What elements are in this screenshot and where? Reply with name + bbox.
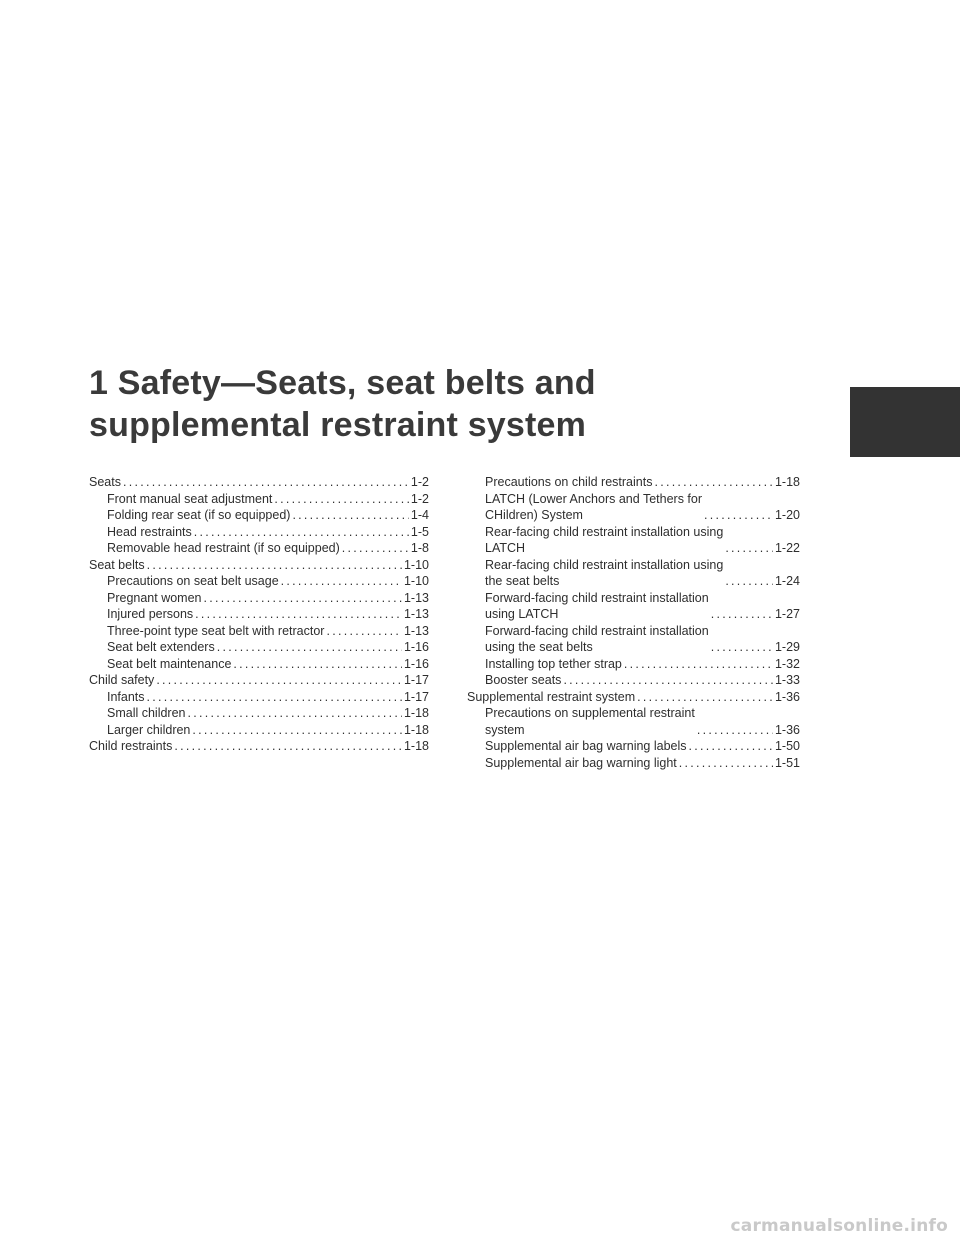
toc-entry-label: Supplemental restraint system (467, 689, 636, 704)
toc-entry-label: Seats (89, 475, 121, 489)
toc-entry-page: 1-27 (774, 607, 800, 621)
toc-entry-page: 1-16 (403, 656, 429, 671)
toc-entry-page: 1-13 (403, 590, 429, 605)
toc-leader-dots (679, 755, 773, 772)
toc-entry-label: Head restraints (107, 524, 192, 539)
chapter-title-line-2: supplemental restraint system (89, 406, 587, 444)
toc-entry-label: Seat belts (89, 557, 145, 572)
toc-subsection-entry[interactable] (89, 623, 429, 640)
toc-entry-page: 1-24 (774, 574, 800, 588)
toc-subsection-entry[interactable] (89, 606, 429, 623)
toc-leader-dots (326, 623, 402, 640)
toc-subsection-entry[interactable] (89, 590, 429, 607)
toc-entry-page: 1-20 (774, 508, 800, 522)
toc-leader-dots (624, 656, 773, 673)
toc-leader-dots (274, 491, 409, 508)
toc-leader-dots (342, 540, 409, 557)
toc-entry-label: Rear-facing child restraint installation using LATCH (485, 524, 724, 555)
toc-leader-dots (711, 606, 773, 623)
toc-subsection-entry[interactable] (89, 540, 429, 557)
toc-leader-dots (704, 507, 773, 524)
toc-entry-page: 1-18 (403, 706, 429, 720)
toc-entry-page: 1-50 (774, 739, 800, 753)
toc-leader-dots (654, 474, 773, 491)
toc-entry-label: Forward-facing child restraint installation using LATCH (485, 590, 709, 621)
toc-entry-page: 1-2 (410, 491, 429, 506)
toc-entry-page: 1-22 (774, 541, 800, 555)
toc-entry-page: 1-33 (774, 673, 800, 687)
toc-entry-label: Supplemental air bag warning light (485, 755, 677, 770)
toc-entry-page: 1-13 (403, 607, 429, 621)
chapter-title (89, 362, 596, 446)
toc-entry-label: LATCH (Lower Anchors and Tethers for CHildren) System (485, 491, 702, 522)
toc-leader-dots (174, 738, 402, 755)
toc-section-entry[interactable] (89, 738, 429, 755)
toc-leader-dots (689, 738, 773, 755)
toc-entry-label: Child safety (89, 673, 155, 687)
toc-subsection-entry[interactable] (467, 491, 800, 524)
toc-entry-page: 1-18 (403, 739, 429, 753)
toc-entry-label: Pregnant women (107, 590, 202, 605)
toc-entry-label: Injured persons (107, 607, 194, 621)
toc-entry-page: 1-18 (403, 722, 429, 737)
toc-subsection-entry[interactable] (467, 738, 800, 755)
toc-entry-label: Precautions on supplemental restraint system (485, 706, 695, 737)
toc-leader-dots (281, 573, 402, 590)
toc-entry-page: 1-18 (774, 475, 800, 489)
toc-entry-page: 1-51 (774, 755, 800, 770)
toc-subsection-entry[interactable] (89, 689, 429, 706)
watermark: carmanualsonline.info (730, 1216, 948, 1236)
toc-entry-page: 1-17 (403, 689, 429, 704)
toc-entry-page: 1-5 (410, 524, 429, 539)
toc-entry-label: Seat belt maintenance (107, 656, 232, 671)
toc-entry-label: Supplemental air bag warning labels (485, 739, 687, 753)
toc-leader-dots (156, 672, 402, 689)
toc-leader-dots (233, 656, 402, 673)
toc-entry-label: Infants (107, 689, 145, 704)
toc-entry-page: 1-4 (410, 508, 429, 522)
toc-subsection-entry[interactable] (467, 623, 800, 656)
toc-subsection-entry[interactable] (467, 672, 800, 689)
toc-subsection-entry[interactable] (467, 755, 800, 772)
toc-leader-dots (204, 590, 402, 607)
chapter-title-line-1: 1 Safety—Seats, seat belts and (89, 364, 596, 402)
toc-subsection-entry[interactable] (467, 557, 800, 590)
toc-leader-dots (292, 507, 408, 524)
toc-subsection-entry[interactable] (467, 590, 800, 623)
toc-subsection-entry[interactable] (89, 507, 429, 524)
toc-entry-page: 1-2 (410, 475, 429, 489)
toc-entry-page: 1-32 (774, 656, 800, 671)
toc-entry-label: Seat belt extenders (107, 640, 215, 654)
toc-entry-page: 1-29 (774, 640, 800, 654)
toc-subsection-entry[interactable] (89, 705, 429, 722)
toc-entry-label: Larger children (107, 722, 191, 737)
toc-entry-label: Front manual seat adjustment (107, 491, 273, 506)
toc-entry-label: Removable head restraint (if so equipped) (107, 541, 340, 555)
toc-subsection-entry[interactable] (89, 491, 429, 508)
toc-entry-label: Three-point type seat belt with retractor (107, 623, 325, 638)
toc-subsection-entry[interactable] (89, 524, 429, 541)
toc-leader-dots (195, 606, 402, 623)
toc-leader-dots (725, 573, 773, 590)
toc-entry-label: Precautions on seat belt usage (107, 574, 279, 588)
toc-section-entry[interactable] (89, 474, 429, 491)
toc-section-entry[interactable] (89, 557, 429, 574)
toc-subsection-entry[interactable] (89, 656, 429, 673)
toc-subsection-entry[interactable] (467, 524, 800, 557)
toc-leader-dots (192, 722, 402, 739)
toc-entry-page: 1-8 (410, 541, 429, 555)
chapter-tab-marker (850, 387, 960, 457)
toc-leader-dots (217, 639, 402, 656)
toc-entry-label: Folding rear seat (if so equipped) (107, 508, 291, 522)
toc-section-entry[interactable] (467, 689, 800, 706)
toc-left-column (89, 474, 429, 755)
toc-entry-page: 1-17 (403, 673, 429, 687)
toc-leader-dots (711, 639, 773, 656)
toc-subsection-entry[interactable] (467, 705, 800, 738)
toc-entry-label: Rear-facing child restraint installation using the seat belts (485, 557, 724, 588)
toc-entry-label: Child restraints (89, 739, 173, 753)
toc-leader-dots (697, 722, 773, 739)
toc-entry-label: Installing top tether strap (485, 656, 622, 671)
toc-entry-label: Forward-facing child restraint installation using the seat belts (485, 623, 709, 654)
toc-leader-dots (725, 540, 773, 557)
toc-entry-page: 1-10 (403, 574, 429, 588)
toc-leader-dots (637, 689, 773, 706)
toc-entry-label: Booster seats (485, 673, 562, 687)
toc-leader-dots (188, 705, 402, 722)
toc-leader-dots (123, 474, 409, 491)
toc-entry-page: 1-36 (774, 689, 800, 704)
toc-subsection-entry[interactable] (467, 474, 800, 491)
toc-right-column (467, 474, 800, 771)
toc-entry-label: Small children (107, 706, 186, 720)
toc-entry-page: 1-13 (403, 623, 429, 638)
toc-entry-page: 1-10 (403, 557, 429, 572)
toc-section-entry[interactable] (89, 672, 429, 689)
toc-subsection-entry[interactable] (89, 573, 429, 590)
toc-entry-page: 1-16 (403, 640, 429, 654)
toc-leader-dots (563, 672, 773, 689)
toc-subsection-entry[interactable] (467, 656, 800, 673)
toc-leader-dots (194, 524, 409, 541)
toc-subsection-entry[interactable] (89, 639, 429, 656)
toc-leader-dots (147, 557, 402, 574)
toc-entry-page: 1-36 (774, 722, 800, 737)
toc-leader-dots (147, 689, 402, 706)
toc-subsection-entry[interactable] (89, 722, 429, 739)
toc-entry-label: Precautions on child restraints (485, 475, 653, 489)
